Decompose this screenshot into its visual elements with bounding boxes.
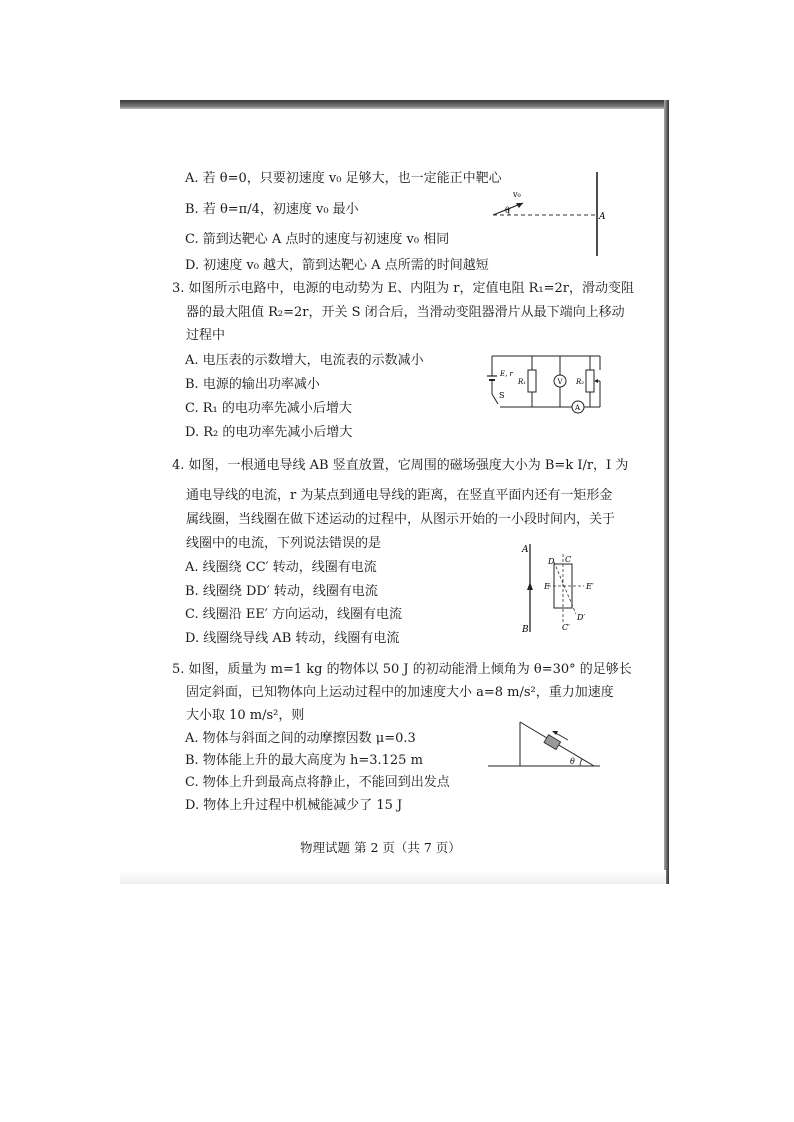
q4-stem-line-1: 4. 如图，一根通电导线 AB 竖直放置，它周围的磁场强度大小为 B=k I/r，I 为: [172, 458, 629, 473]
q4-stem-line-4: 线圈中的电流，下列说法错误的是: [186, 536, 382, 551]
incline-theta-label: θ: [570, 757, 575, 766]
q3-option-c: C. R₁ 的电功率先减小后增大: [185, 401, 352, 416]
q4-option-b: B. 线圈绕 DD′ 转动，线圈有电流: [185, 584, 378, 599]
q2-option-a: A. 若 θ=0，只要初速度 v₀ 足够大，也一定能正中靶心: [185, 171, 502, 186]
scan-edge-top: [120, 100, 668, 109]
page-footer: 物理试题 第 2 页（共 7 页）: [300, 840, 461, 855]
emf-label: E, r: [500, 370, 513, 378]
coil-label-c: C: [565, 555, 572, 564]
q5-option-a: A. 物体与斜面之间的动摩擦因数 μ=0.3: [185, 731, 416, 746]
coil-label-e-prime: E′: [586, 582, 594, 591]
wire-label-a: A: [522, 545, 529, 555]
voltmeter-label: V: [557, 378, 563, 386]
q4-stem-line-2: 通电导线的电流，r 为某点到通电导线的距离，在竖直平面内还有一矩形金: [186, 488, 613, 503]
q4-stem-line-3: 属线圈，当线圈在做下述运动的过程中，从图示开始的一小段时间内，关于: [186, 512, 616, 527]
coil-label-d: D: [548, 557, 555, 566]
q5-option-b: B. 物体能上升的最大高度为 h=3.125 m: [185, 753, 423, 768]
r2-label: R₂: [576, 378, 585, 386]
target-a-label: A: [599, 212, 606, 222]
q5-stem-line-1: 5. 如图，质量为 m=1 kg 的物体以 50 J 的初动能滑上倾角为 θ=30° 的足够长: [172, 662, 632, 677]
q3-option-b: B. 电源的输出功率减小: [185, 377, 320, 392]
q4-option-a: A. 线圈绕 CC′ 转动，线圈有电流: [185, 560, 377, 575]
coil-label-c-prime: C′: [562, 623, 570, 632]
q3-stem-line-1: 3. 如图所示电路中，电源的电动势为 E、内阻为 r，定值电阻 R₁=2r，滑动变阻: [172, 281, 635, 296]
coil-label-d-prime: D′: [577, 613, 586, 622]
circuit-figure: [482, 352, 612, 414]
q3-option-a: A. 电压表的示数增大，电流表的示数减小: [185, 353, 424, 368]
v0-label: v₀: [513, 190, 521, 199]
scan-edge-right: [664, 100, 669, 884]
wire-label-b: B: [522, 625, 529, 635]
r1-label: R₁: [518, 378, 527, 386]
q5-stem-line-2: 固定斜面，已知物体向上运动过程中的加速度大小 a=8 m/s²，重力加速度: [186, 685, 614, 700]
q5-option-d: D. 物体上升过程中机械能减少了 15 J: [185, 798, 403, 813]
arrow-target-figure: [485, 172, 605, 257]
q3-option-d: D. R₂ 的电功率先减小后增大: [185, 425, 353, 440]
q4-option-c: C. 线圈沿 EE′ 方向运动，线圈有电流: [185, 607, 402, 622]
q5-option-c: C. 物体上升到最高点将静止，不能回到出发点: [185, 775, 450, 790]
ammeter-label: A: [575, 404, 581, 412]
switch-label: S: [499, 391, 505, 400]
scan-edge-bottom: [120, 870, 666, 884]
wire-coil-figure: [518, 540, 608, 638]
q2-option-b: B. 若 θ=π/4，初速度 v₀ 最小: [185, 202, 359, 217]
q2-option-c: C. 箭到达靶心 A 点时的速度与初速度 v₀ 相同: [185, 232, 450, 247]
coil-label-e: E: [544, 582, 550, 591]
q3-stem-line-3: 过程中: [186, 328, 226, 343]
theta-label: θ: [505, 206, 510, 215]
q4-option-d: D. 线圈绕导线 AB 转动，线圈有电流: [185, 631, 400, 646]
q5-stem-line-3: 大小取 10 m/s²，则: [186, 708, 305, 723]
incline-figure: [488, 718, 600, 772]
q2-option-d: D. 初速度 v₀ 越大，箭到达靶心 A 点所需的时间越短: [185, 258, 489, 273]
q3-stem-line-2: 器的最大阻值 R₂=2r，开关 S 闭合后，当滑动变阻器滑片从最下端向上移动: [186, 305, 625, 320]
